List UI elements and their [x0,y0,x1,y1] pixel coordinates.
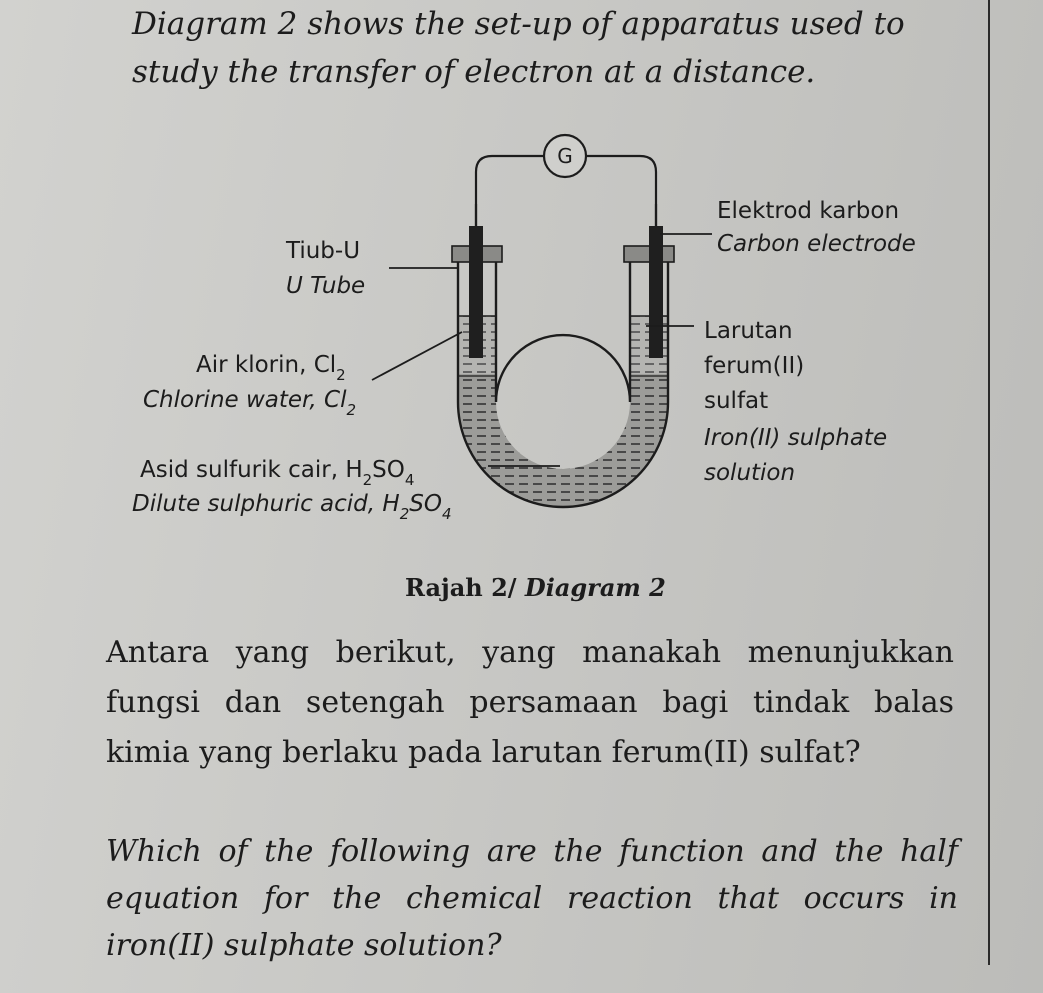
left-carbon-electrode [469,226,483,358]
question-english: Which of the following are the function and the half equation for the chemical reaction that occurs in iron(II) sulphate solution? [106,834,958,963]
tube-label-en: U Tube [286,273,366,299]
intro-line-2: study the transfer of electron at a distance. [132,54,816,90]
acid-label-ms: Asid sulfurik cair, $H_2SO_4$ [140,457,415,489]
acid-label-en: Dilute sulphuric acid, $H_2SO_4$ [132,491,452,523]
electrode-label-ms: Elektrod karbon [717,198,900,224]
solution-label-en-2: solution [704,460,796,486]
intro-line-1: Diagram 2 shows the set-up of apparatus used to [132,6,905,42]
chlorine-label-ms: Air klorin, $Cl_2$ [196,352,346,384]
right-carbon-electrode [649,226,663,358]
solution-label-ms-2: ferum(II) [704,353,805,379]
question-malay: Antara yang berikut, yang manakah menunjukkan fungsi dan setengah persamaan bagi tindak balas kimia yang berlaku pada larutan ferum(II) sulfat? [106,635,954,770]
galvanometer-label: G [557,144,573,168]
caption-ms: Rajah 2/ [405,573,525,602]
caption-en: Diagram 2 [524,573,666,602]
solution-label-en-1: Iron(II) sulphate [704,425,888,451]
chlorine-label-en: Chlorine water, $Cl_2$ [143,387,357,419]
solution-label-ms-3: sulfat [704,388,769,414]
electrode-label-en: Carbon electrode [717,231,916,257]
solution-label-ms-1: Larutan [704,318,793,344]
margin-line [988,0,990,965]
galvanometer [544,135,586,177]
diagram-caption [405,573,666,602]
tube-label-ms: Tiub-U [286,238,361,264]
